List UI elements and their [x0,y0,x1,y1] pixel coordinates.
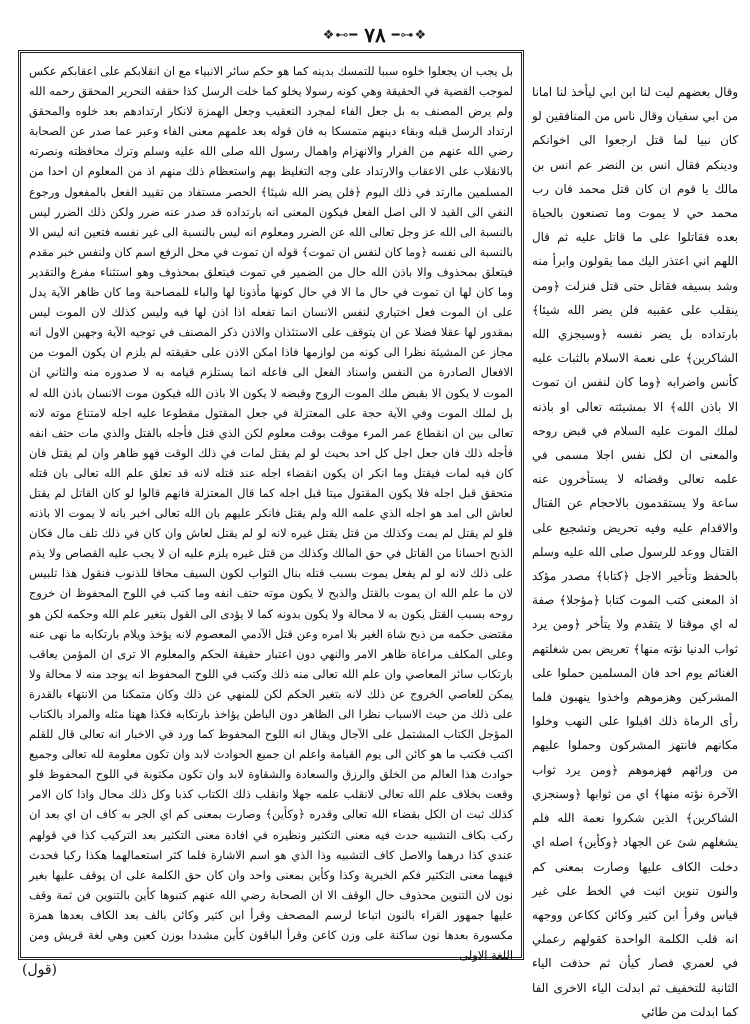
ornament-right-icon: ━⊶❖ [391,27,428,43]
catchword: (قول) [22,962,58,978]
margin-tafsir-text: وقال بعضهم ليت لنا ابن ابي ليأخذ لنا امانا من ابي سفيان وقال ناس من المنافقين لو كان نبيا لما قتل ارجعوا الى اخوانكم ودينكم فقال انس بن النضر عم انس بن مالك يا قوم ان كان قتل محمد فان رب محمد حي لا يموت وما تصنعون بالحياة بعده فقاتلوا على ما قاتل عليه ثم قال اللهم اني اعتذر اليك مما يقولون وابرأ منه وشد بسيفه فقاتل حتى قتل فنزلت ﴿ومن ينقلب على عقبيه فلن يضر الله شيئا﴾ بارتداده بل يضر نفسه ﴿وسيجزي الله الشاكرين﴾ على نعمة الاسلام بالثبات عليه كأنس واضرابه ﴿وما كان لنفس ان تموت الا باذن الله﴾ الا بمشيئته تعالى او باذنه لملك الموت عليه السلام في قبض روحه والمعنى ان لكل نفس اجلا مسمى في علمه تعالى وقضائه لا يستأخرون عنه ساعة ولا يستقدمون بالاحجام عن القتال والاقدام عليه وفيه تحريض وتشجيع على القتال ووعد للرسول صلى الله عليه وسلم بالحفظ وتأخير الاجل ﴿كتابا﴾ مصدر مؤكد اذ المعنى كتب الموت كتابا ﴿مؤجلا﴾ صفة له اي موقتا لا يتقدم ولا يتأخر ﴿ومن يرد ثواب الدنيا نؤته منها﴾ تعريض بمن شغلتهم الغنائم يوم احد فان المسلمين حملوا على المشركين وهزموهم واخذوا ينهبون فلما رأى الرماة ذلك اقبلوا على النهب وخلوا مكانهم فانتهز المشركون وحملوا عليهم من ورائهم فهزموهم ﴿ومن يرد ثواب الآخرة نؤته منها﴾ اي من ثوابها ﴿وسنجزي الشاكرين﴾ الذين شكروا نعمة الله فلم يشغلهم شئ عن الجهاد ﴿وكأين﴾ اصله اي دخلت الكاف عليها وصارت بمعنى كم والنون تنوين اثبت في الخط على غير قياس وقرأ ابن كثير وكائن ككاعن ووجهه انه قلب الكلمة الواحدة كقولهم رعملي في لعمري فصار كيأن ثم حذفت الياء الثانية للتخفيف ثم ابدلت الياء الاخرى الفا كما ابدلت من طائي [532,85,738,1019]
page-number: ٧٨ [364,23,386,47]
ornament-left-icon: ❖⊷━ [322,27,359,43]
main-text-frame [18,50,524,963]
page-header [0,20,750,50]
main-commentary-text: بل يجب ان يجعلوا خلوه سببا للتمسك بدينه كما هو حكم سائر الانبياء مع ان انقلابكم على اعقابكم عكس لموجب القضية في الحقيقة وهي كونه رسولا يخلو كما خلت الرسل كذا حققه النحرير المحقق رحمه الله ولم يرض المصنف به بل جعل الفاء لمجرد التعقيب وجعل الهمزة لانكار ارتدادهم بعد خلوه والمحقق ارتداد الرسل قبله وبقاء دينهم متمسكا به فان قوله بعد علمهم معنى الفاء وعبر عما صدر عن الصحابة رضي الله عنهم من الفرار والانهزام واهمال رسول الله صلى الله عليه وسلم وترك محافظته ونصرته بالانقلاب على الاعقاب والارتداد على وجه التغليظ بهم واستعظام ذلك منهم اذ من المعلوم ان احدا من المسلمين ماارتد في ذلك اليوم ﴿فلن يضر الله شيئا﴾ الحصر مستفاد من تقييد الفعل بالمفعول ورجوع النفي الى القيد لا الى اصل الفعل فيكون المعنى انه بارتداده قد صدر عنه ضرر ولكن ذلك الضرر ليس بالنسبة الى الله عز وجل تعالى الله عن الضرر ومعلوم انه ليس بالنسبة الى غير نفسه فتعين انه ليس الا بالنسبة الى نفسه ﴿وما كان لنفس ان تموت﴾ قوله ان تموت في محل الرفع اسم كان ولنفس خبر مقدم فيتعلق بمحذوف والا باذن الله حال من الضمير في تموت فيتعلق بمحذوف وهو استثناء مفرغ والتقدير وما كان لها ان تموت في حال ما الا في حال كونها مأذونا لها والباء للمصاحبة وما كان ظاهر الآية يدل على ان الموت فعل اختياري لنفس الانسان انما تفعله اذا اذن لها فيه وليس كذلك لان الموت ليس بمقدور لها عقلا فضلا عن ان يتوقف على الاستئذان والاذن ذكر المصنف في توجيه الآية وجهين الاول انه مجاز عن المشيئة نظرا الى كونه من لوازمها فاذا امكن الاذن على حقيقته لم يلزم ان يكون الموت من الافعال الصادرة من النفس واسناد الفعل الى فاعله انما يستلزم قيامه به لا صدوره منه والثاني ان الموت لا يكون الا بقبض ملك الموت الروح وقبضه لا يكون الا باذن الله فيكون موت الانسان باذن الله له بل لملك الموت وفي الآية حجة على المعتزلة في جعل المقتول مقطوعا عليه اجله لامتناع موته لانه تعالى بين ان انقطاع عمر المرء موقت بوقت معلوم لكن الذي قتل فأجله بالقتل والذي مات حتف انفه فأجله ذلك فان جعل اجل كل احد بحيث لو لم يقتل لمات في ذلك الوقت فهو ظاهر وان لم يقتل فان كان فيه لمات فيقتل وما انكر ان يكون انقضاء اجله عند قتله لانه قد تعلق علم الله تعالى بان قتله متحقق قبل اجله فلا يكون المقتول ميتا قبل اجله كما قال المعتزلة فانهم قالوا لو كان القاتل لم يقتل لعاش الى امد هو اجله الذي علمه الله ولم يقتل فانكر عليهم بان الله تعالى اخبر بانه لا يموت الا باذنه فلو لم يقتل لم يمت وكذلك من قتل يقتل غيره لانه لو لم يقتل لعاش وان كان في ذلك تلف مال فكان الذبح احسانا من القاتل في حق المالك وكذلك من قتل غيره يلزم عليه ان لا يجب عليه القصاص ولا يذم على ذلك لانه لو لم يفعل يموت بسبب قتله بنال الثواب لكون السيف محافا للذنوب فنقول هذا تلبيس لان ما علم الله ان يموت بالقتل والذبح لا يكون موته حتف انفه وما كتب في اللوح المحفوظ ان خروج روحه بسبب القتل يكون به لا محالة ولا يكون بدونه كما لا يؤدى الى القول بتغير علم الله وحكمه لكن هو مقتضى حكمه من ذبح شاة الغير بلا امره وعن قتل الآدمي المعصوم لانه يؤخذ ويلام بارتكابه ما نهى عنه وعلى المكلف مراعاة ظاهر الامر والنهي دون اعتبار حقيقة الحكم والمعلوم الا ترى ان المؤمن يعاقب بارتكاب سائر المعاصي وان علم الله تعالى منه ذلك وكتب في اللوح المحفوظ انه يوجد منه لا محالة ولا يمكن للعاصي الخروج عن ذلك لانه بتغير الحكم لكن للمنهي عن ذلك وكان متمكنا من الانتهاء بالقدرة على ذلك من حيث الاسباب نظرا الى الظاهر دون الباطن يؤاخذ بارتكابه فكذا ههنا مثله والمراد بالكتاب المؤجل الكتاب المشتمل على الآجال ويقال انه اللوح المحفوظ كما ورد في الاخبار انه تعالى قال للقلم اكتب فكتب ما هو كائن الى يوم القيامة واعلم ان جميع الحوادث لابد وان تكون معلومة لله تعالى وجميع حوادث هذا العالم من الخلق والرزق والسعادة والشقاوة لابد وان تكون مكتوبة في اللوح المحفوظ فلو وقعت بخلاف علم الله تعالى لانقلب علمه جهلا وانقلب ذلك الكتاب كذبا وكل ذلك محال واذا كان الامر كذلك ثبت ان الكل بقضاء الله تعالى وقدره ﴿وكأين﴾ وصارت بمعنى كم اي الجر به كاف ان اي بعد ان ركب بكاف التشبيه حدث فيه معنى التكثير ونظيره في افادة معنى التكثير بعد التركيب كذا في قولهم عندي كذا درهما والاصل كاف التشبيه وذا الذي هو اسم الاشارة فلما كثر استعمالهما هكذا ركبا فحدث فيهما معنى التكثير فكم الخبرية وكذا وكأين بمعنى واحد وان كان حق الكلمة على ان يوقف عليها بغير نون لان التنوين محذوف حال الوقف الا ان الصحابة رضي الله عنهم كتبوها كأين بالتنوين فن ثمة وقف عليها جمهور القراء بالنون اتباعا لرسم المصحف وقرأ ابن كثير وكائن بالف بعد الكاف بعدها همزة مكسورة بعدها نون ساكنة على وزن كاعن وقرأ الباقون كأين مشددا بوزن كعين وهي لغة قريش ومن اللغة الاولى [29,64,513,963]
